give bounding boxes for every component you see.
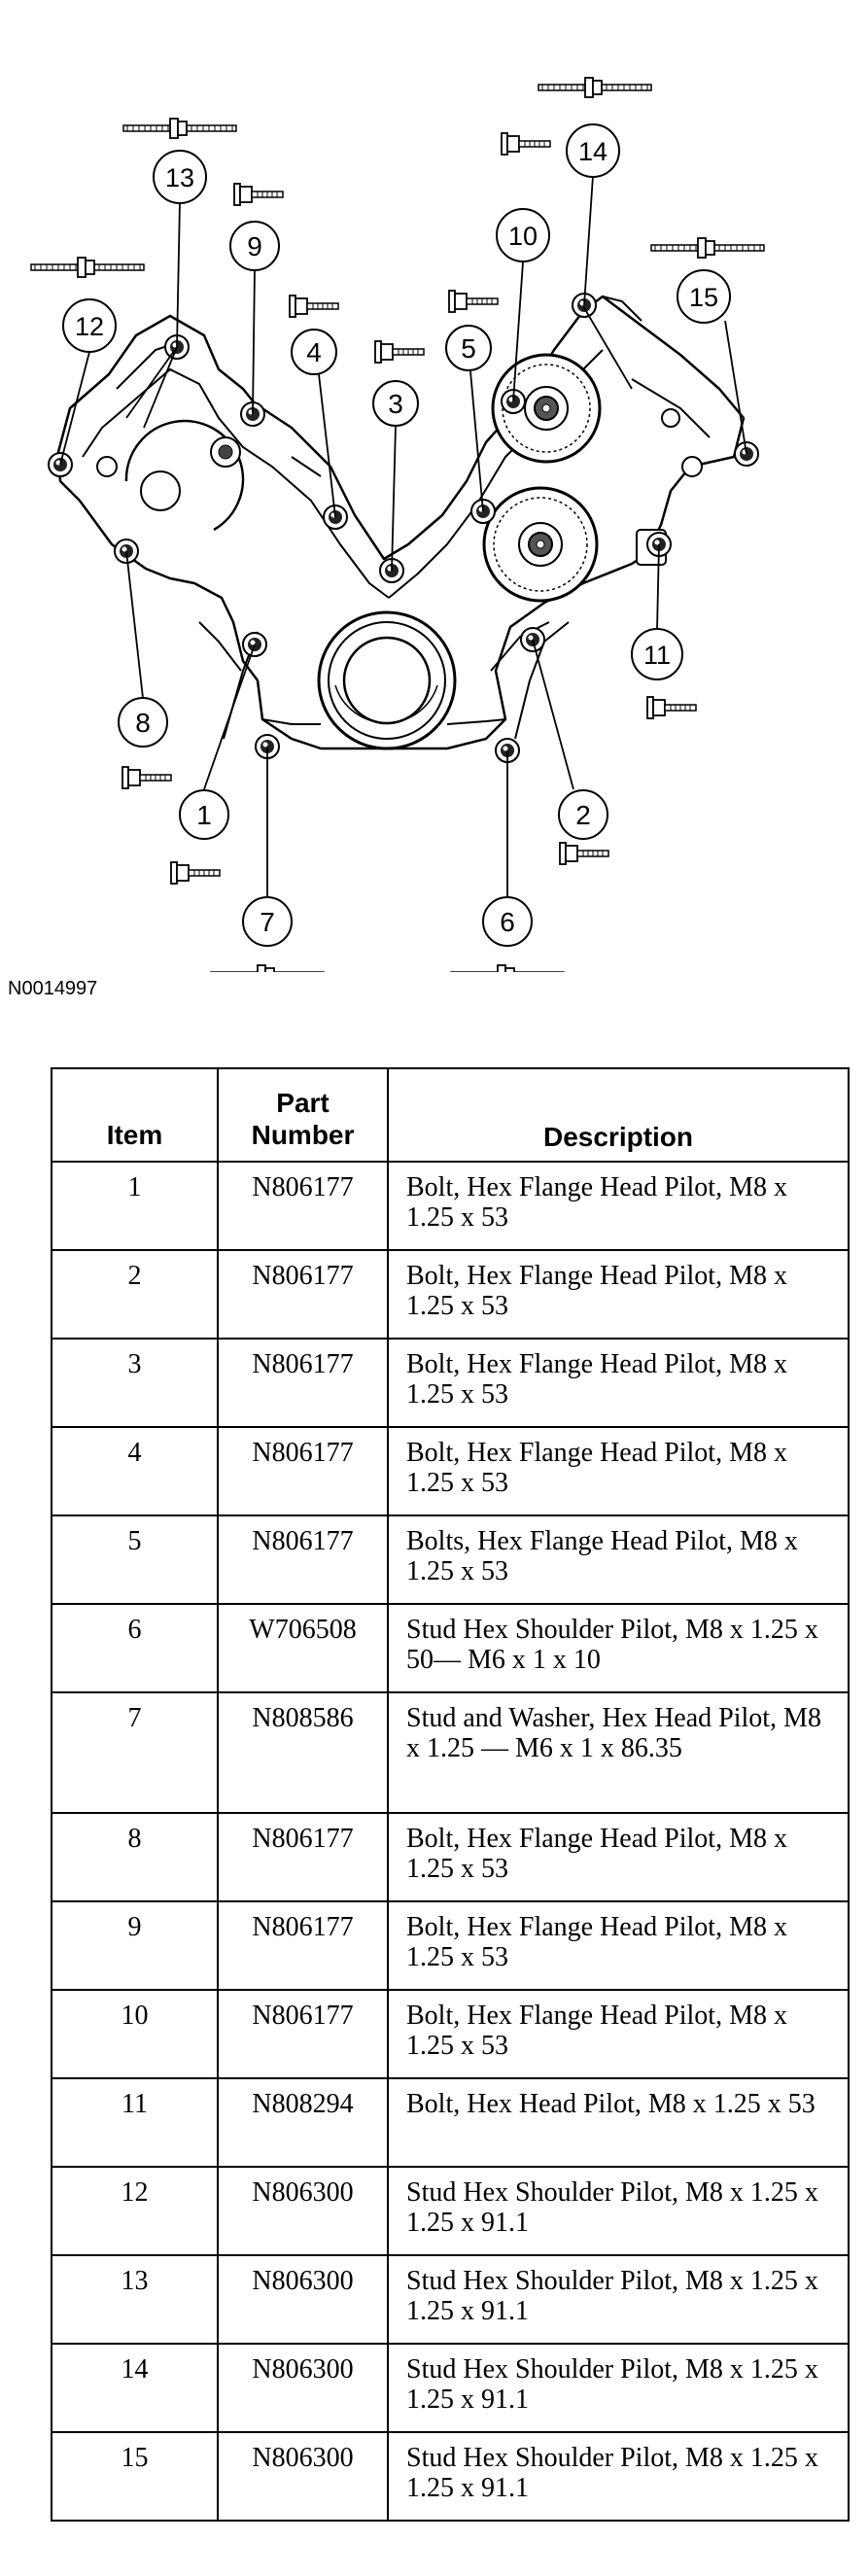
callout-3 [373,381,418,426]
cell-description: Stud and Washer, Hex Head Pilot, M8 x 1.25 — M6 x 1 x 86.35 [388,1692,849,1813]
cell-description: Bolt, Hex Flange Head Pilot, M8 x 1.25 x 53 [388,1427,849,1515]
cell-part-number: N806177 [218,1162,388,1250]
callout-12 [63,299,116,352]
svg-text:4: 4 [306,337,322,367]
table-row [52,1339,849,1427]
svg-text:1: 1 [196,800,212,830]
timing-cover-diagram [0,0,868,972]
cell-item: 5 [52,1515,218,1604]
cell-description: Stud Hex Shoulder Pilot, M8 x 1.25 x 1.25 x 91.1 [388,2255,849,2344]
table-row [52,1250,849,1339]
cell-part-number: N808294 [218,2078,388,2167]
cell-part-number: N808586 [218,1692,388,1813]
svg-text:8: 8 [135,708,151,738]
cell-part-number: N806300 [218,2167,388,2255]
cell-part-number: N806300 [218,2344,388,2432]
table-row [52,2432,849,2521]
table-header-row [52,1068,849,1162]
cell-item: 12 [52,2167,218,2255]
callout-15 [677,270,730,323]
svg-text:11: 11 [642,641,672,670]
cell-description: Stud Hex Shoulder Pilot, M8 x 1.25 x 1.25 x 91.1 [388,2432,849,2521]
table-row [52,1813,849,1901]
cell-description: Bolt, Hex Flange Head Pilot, M8 x 1.25 x 53 [388,1339,849,1427]
cell-part-number: N806177 [218,1813,388,1901]
table-row [52,1427,849,1515]
callout-10 [497,209,549,261]
callout-2 [559,790,608,839]
cell-part-number: N806300 [218,2255,388,2344]
cell-item: 2 [52,1250,218,1339]
table-row [52,1515,849,1604]
cell-item: 8 [52,1813,218,1901]
svg-text:9: 9 [247,231,262,261]
cell-description: Bolt, Hex Flange Head Pilot, M8 x 1.25 x 53 [388,1250,849,1339]
table-row [52,1604,849,1692]
svg-text:6: 6 [500,907,515,937]
table-row [52,2255,849,2344]
cell-item: 3 [52,1339,218,1427]
cell-part-number: W706508 [218,1604,388,1692]
cell-item: 6 [52,1604,218,1692]
cell-item: 7 [52,1692,218,1813]
cell-item: 11 [52,2078,218,2167]
cell-part-number: N806300 [218,2432,388,2521]
figure-reference-code: N0014997 [8,978,98,999]
cell-description: Stud Hex Shoulder Pilot, M8 x 1.25 x 1.25 x 91.1 [388,2167,849,2255]
svg-text:5: 5 [461,333,476,364]
cell-item: 13 [52,2255,218,2344]
table-row [52,1990,849,2078]
table-row [52,2167,849,2255]
cell-item: 1 [52,1162,218,1250]
callout-11 [632,629,682,679]
svg-text:12: 12 [74,312,105,341]
header-part-number: Part Number [218,1068,388,1162]
callout-9 [230,222,279,270]
crankshaft-seal-bore [319,612,455,748]
cell-item: 9 [52,1901,218,1990]
table-row [52,2344,849,2432]
svg-text:13: 13 [164,163,195,192]
table-row [52,2078,849,2167]
callout-7 [243,897,292,946]
cell-description: Bolt, Hex Head Pilot, M8 x 1.25 x 53 [388,2078,849,2167]
callout-6 [483,897,532,946]
svg-text:3: 3 [388,389,403,419]
svg-text:14: 14 [577,137,608,166]
cell-part-number: N806177 [218,1339,388,1427]
svg-text:10: 10 [507,222,538,251]
table-row [52,1901,849,1990]
callout-1 [180,790,228,839]
cell-description: Bolt, Hex Flange Head Pilot, M8 x 1.25 x 53 [388,1813,849,1901]
cell-item: 14 [52,2344,218,2432]
table-row [52,1162,849,1250]
parts-table [51,1067,850,2522]
svg-text:7: 7 [260,907,275,937]
callout-4 [292,330,336,374]
svg-text:2: 2 [575,800,591,830]
cell-description: Bolt, Hex Flange Head Pilot, M8 x 1.25 x 53 [388,1901,849,1990]
callout-8 [119,698,167,747]
svg-text:15: 15 [688,283,719,312]
header-description: Description [388,1068,849,1162]
cell-item: 4 [52,1427,218,1515]
table-row [52,1692,849,1813]
cell-part-number: N806177 [218,1901,388,1990]
cell-part-number: N806177 [218,1427,388,1515]
cell-description: Bolts, Hex Flange Head Pilot, M8 x 1.25 x 53 [388,1515,849,1604]
cell-part-number: N806177 [218,1515,388,1604]
callout-5 [446,326,491,370]
cell-part-number: N806177 [218,1990,388,2078]
idler-pulley-lower [484,488,597,601]
cell-description: Bolt, Hex Flange Head Pilot, M8 x 1.25 x 53 [388,1162,849,1250]
cell-part-number: N806177 [218,1250,388,1339]
cell-description: Stud Hex Shoulder Pilot, M8 x 1.25 x 1.25 x 91.1 [388,2344,849,2432]
callout-14 [567,124,619,177]
header-item: Item [52,1068,218,1162]
cell-description: Bolt, Hex Flange Head Pilot, M8 x 1.25 x 53 [388,1990,849,2078]
callout-13 [154,151,206,203]
cell-item: 15 [52,2432,218,2521]
cell-item: 10 [52,1990,218,2078]
cell-description: Stud Hex Shoulder Pilot, M8 x 1.25 x 50— M6 x 1 x 10 [388,1604,849,1692]
